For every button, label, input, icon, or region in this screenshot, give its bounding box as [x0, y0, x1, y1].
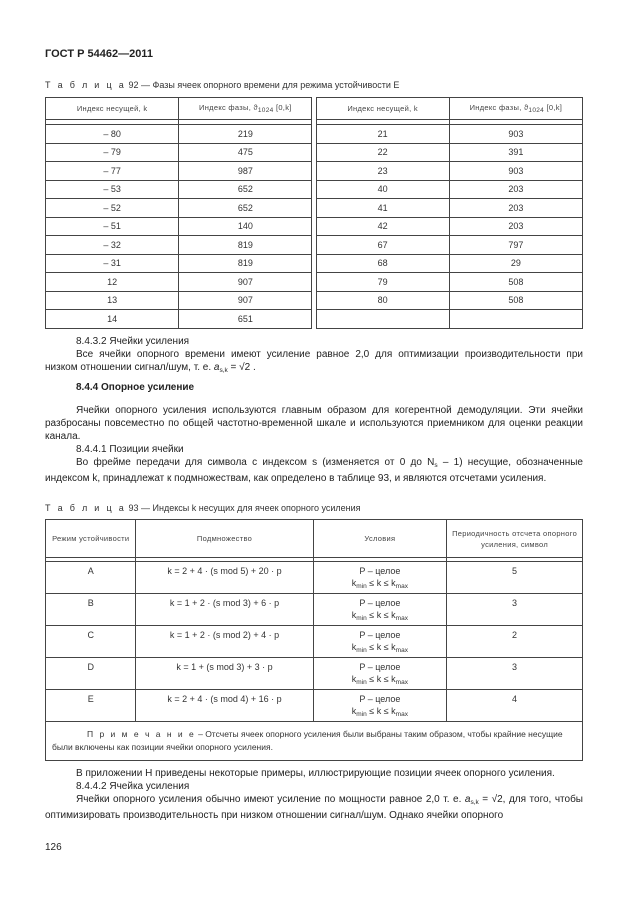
cond-k: k	[351, 610, 357, 620]
table-92	[45, 97, 583, 329]
header-phase-label-2: Индекс фазы, ϑ	[469, 103, 529, 112]
periodicity-cell: 3	[447, 658, 583, 690]
table-cell: 819	[179, 236, 312, 255]
condition-integer: P – целое	[359, 694, 401, 704]
cond-mid: ≤ k ≤ k	[366, 642, 396, 652]
cond-max: max	[395, 647, 408, 654]
condition-range	[314, 609, 447, 625]
table-cell: 907	[179, 291, 312, 310]
table-row	[46, 658, 583, 690]
paragraph-positions-b: – 1) несущие, обозначенные индексом k, принадлежат к подмножествам, как определено в таблице 93, и являются отсчетами усиления.	[45, 457, 583, 484]
table-cell: 203	[449, 180, 582, 199]
table92-caption-text: 92 — Фазы ячеек опорного времени для режима устойчивости E	[128, 80, 400, 90]
subset-cell: k = 1 + 2 · (s mod 2) + 4 · p	[136, 626, 313, 658]
header-phase-sub: 1024	[257, 107, 274, 114]
mode-cell: C	[46, 626, 136, 658]
table-cell: 903	[449, 162, 582, 181]
cond-max: max	[395, 679, 408, 686]
section-844-title: 8.4.4 Опорное усиление	[76, 382, 195, 393]
table-cell: 40	[316, 180, 449, 199]
table-cell: 219	[179, 125, 312, 144]
table-cell: 651	[179, 310, 312, 329]
table-cell: 23	[316, 162, 449, 181]
note-lead: П р и м е ч а н и е	[87, 729, 196, 739]
table92-caption-word: Т а б л и ц а	[45, 80, 126, 90]
table-cell: – 79	[46, 143, 179, 162]
formula-rest: = √2 .	[227, 362, 256, 373]
table-cell: – 80	[46, 125, 179, 144]
header-phase-label: Индекс фазы, ϑ	[199, 103, 258, 112]
table-cell: 797	[449, 236, 582, 255]
paragraph-annex-h: В приложении H приведены некоторые примеры, иллюстрирующие позиции ячеек опорного усиления.	[76, 768, 555, 779]
table-cell: 42	[316, 217, 449, 236]
periodicity-cell: 5	[447, 562, 583, 594]
cond-min: min	[356, 679, 367, 686]
condition-integer: P – целое	[359, 630, 401, 640]
table92-header-row	[46, 98, 583, 120]
table93-note-row	[46, 722, 583, 761]
header-carrier-index: Индекс несущей, k	[46, 98, 179, 120]
cond-k: k	[351, 642, 357, 652]
condition-range	[314, 673, 447, 689]
cond-k: k	[351, 706, 357, 716]
header-periodicity: Периодичность отсчета опорного усиления, символ	[447, 520, 583, 558]
cond-min: min	[356, 583, 367, 590]
paragraph-positions-a: Во фрейме передачи для символа с индексом s (изменяется от 0 до N	[76, 457, 435, 468]
subset-cell: k = 2 + 4 · (s mod 4) + 16 · p	[136, 690, 313, 722]
conditions-cell	[313, 658, 447, 690]
table-cell: 391	[449, 143, 582, 162]
section-8441-title: 8.4.4.1 Позиции ячейки	[76, 444, 184, 455]
paragraph-gain-cell-a: Ячейки опорного усиления обычно имеют усиление по мощности равное 2,0 т. е.	[76, 794, 462, 805]
table-cell: – 32	[46, 236, 179, 255]
cond-mid: ≤ k ≤ k	[366, 578, 396, 588]
header-phase-arg: [0,k]	[275, 103, 292, 112]
table-cell: 819	[179, 254, 312, 273]
table92-body	[46, 125, 583, 329]
section-8432	[45, 335, 583, 485]
page-number: 126	[45, 842, 62, 853]
header-phase-sub-2: 1024	[528, 107, 545, 114]
section-8432-title: 8.4.3.2 Ячейки усиления	[76, 336, 190, 347]
table-cell: 13	[46, 291, 179, 310]
cond-k: k	[351, 674, 357, 684]
cond-k: k	[351, 578, 357, 588]
cond-mid: ≤ k ≤ k	[366, 706, 396, 716]
section-8442-title: 8.4.4.2 Ячейка усиления	[76, 781, 190, 792]
table-cell: 652	[179, 199, 312, 218]
table-row	[46, 562, 583, 594]
table93-header-row	[46, 520, 583, 558]
conditions-cell	[313, 690, 447, 722]
condition-range	[314, 577, 447, 593]
condition-integer: P – целое	[359, 566, 401, 576]
table-row	[46, 180, 583, 199]
table-row	[46, 594, 583, 626]
periodicity-cell: 3	[447, 594, 583, 626]
table-cell: 22	[316, 143, 449, 162]
table-cell: – 77	[46, 162, 179, 181]
table-cell: 903	[449, 125, 582, 144]
table93-caption-text: 93 — Индексы k несущих для ячеек опорного усиления	[128, 503, 361, 513]
table-row	[46, 273, 583, 292]
paragraph-gain-cell	[45, 793, 583, 822]
mode-cell: D	[46, 658, 136, 690]
table-cell: 907	[179, 273, 312, 292]
header-phase-index	[179, 98, 312, 120]
paragraph-cell-positions	[45, 456, 583, 485]
note-text: – Отсчеты ячеек опорного усиления были выбраны таким образом, чтобы крайние несущие были включены как позиции ячейки опорного усиления.	[52, 729, 563, 752]
table-cell: – 52	[46, 199, 179, 218]
table-row	[46, 217, 583, 236]
table92-caption	[45, 80, 399, 90]
section-after-table93	[45, 767, 583, 822]
cond-min: min	[356, 615, 367, 622]
table-row	[46, 162, 583, 181]
periodicity-cell: 2	[447, 626, 583, 658]
condition-range	[314, 705, 447, 721]
table-cell	[449, 310, 582, 329]
cond-mid: ≤ k ≤ k	[366, 610, 396, 620]
formula-a-sub: s,k	[219, 367, 228, 374]
subset-cell: k = 2 + 4 · (s mod 5) + 20 · p	[136, 562, 313, 594]
table-cell: – 51	[46, 217, 179, 236]
table-row	[46, 310, 583, 329]
table-cell: 67	[316, 236, 449, 255]
cond-max: max	[395, 615, 408, 622]
table-cell: – 31	[46, 254, 179, 273]
table-row	[46, 254, 583, 273]
paragraph-gain-cell-b: , для того, чтобы оптимизировать производительность при низком отношении сигнал/шум. Однако ячейки опорного	[45, 794, 583, 821]
cond-max: max	[395, 583, 408, 590]
table-cell: 508	[449, 273, 582, 292]
table-cell: 80	[316, 291, 449, 310]
table-row	[46, 125, 583, 144]
table-cell: 987	[179, 162, 312, 181]
table-row	[46, 199, 583, 218]
table93-caption-word: Т а б л и ц а	[45, 503, 126, 513]
table-93	[45, 519, 583, 761]
header-phase-index-2	[449, 98, 582, 120]
paragraph-gain-cells	[45, 348, 583, 377]
table-cell: 508	[449, 291, 582, 310]
table-cell: 68	[316, 254, 449, 273]
table-cell: – 53	[46, 180, 179, 199]
header-carrier-index-2: Индекс несущей, k	[316, 98, 449, 120]
condition-range	[314, 641, 447, 657]
table-cell: 652	[179, 180, 312, 199]
formula-a: a	[213, 362, 220, 373]
table-cell	[316, 310, 449, 329]
table-cell: 203	[449, 199, 582, 218]
header-phase-arg-2: [0,k]	[546, 103, 563, 112]
document-header: ГОСТ Р 54462—2011	[45, 48, 153, 60]
table-row	[46, 626, 583, 658]
table-cell: 203	[449, 217, 582, 236]
formula-rest-2: = √2	[478, 794, 503, 805]
table-cell: 41	[316, 199, 449, 218]
table-cell: 475	[179, 143, 312, 162]
formula-a-2: a	[464, 794, 471, 805]
table-cell: 79	[316, 273, 449, 292]
conditions-cell	[313, 594, 447, 626]
table-cell: 140	[179, 217, 312, 236]
table93-note	[46, 722, 583, 761]
cond-min: min	[356, 711, 367, 718]
table-row	[46, 143, 583, 162]
conditions-cell	[313, 626, 447, 658]
table-row	[46, 690, 583, 722]
paragraph-gain-text: Все ячейки опорного времени имеют усиление равное 2,0 для оптимизации производительности при низком отношении сигнал/шум, т. е.	[45, 349, 583, 373]
paragraph-positions-sub: s	[434, 462, 438, 469]
header-conditions: Условия	[313, 520, 447, 558]
periodicity-cell: 4	[447, 690, 583, 722]
mode-cell: A	[46, 562, 136, 594]
header-subset: Подмножество	[136, 520, 313, 558]
condition-integer: P – целое	[359, 662, 401, 672]
table-row	[46, 236, 583, 255]
mode-cell: E	[46, 690, 136, 722]
table-cell: 14	[46, 310, 179, 329]
subset-cell: k = 1 + 2 · (s mod 3) + 6 · p	[136, 594, 313, 626]
subset-cell: k = 1 + (s mod 3) + 3 · p	[136, 658, 313, 690]
table93-body	[46, 562, 583, 722]
cond-mid: ≤ k ≤ k	[366, 674, 396, 684]
condition-integer: P – целое	[359, 598, 401, 608]
mode-cell: B	[46, 594, 136, 626]
cond-max: max	[395, 711, 408, 718]
header-mode: Режим устойчивости	[46, 520, 136, 558]
table-row	[46, 291, 583, 310]
table93-caption	[45, 503, 361, 513]
conditions-cell	[313, 562, 447, 594]
paragraph-reference-gain: Ячейки опорного усиления используются главным образом для когерентной демодуляции. Эти ячейки разбросаны повсеместно по общей частотно-временной шкале и используются приемником для оценки реакции канала.	[45, 405, 583, 442]
formula-a-2-sub: s,k	[470, 799, 479, 806]
table-cell: 29	[449, 254, 582, 273]
table-cell: 21	[316, 125, 449, 144]
cond-min: min	[356, 647, 367, 654]
table-cell: 12	[46, 273, 179, 292]
